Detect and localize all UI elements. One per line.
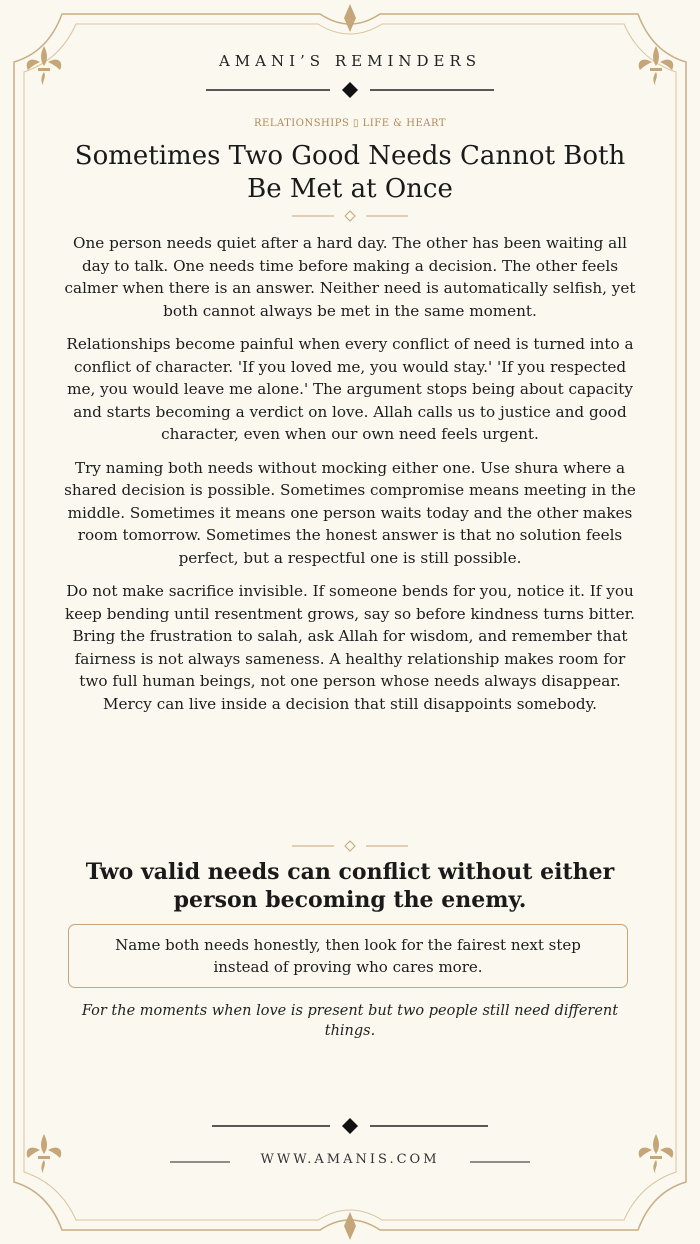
corner-fleur-bottom-left-icon: [27, 1134, 62, 1174]
corner-fleur-top-right-icon: [639, 46, 674, 86]
category-label: RELATIONSHIPS ▯ LIFE & HEART: [253, 118, 447, 129]
paragraph-2: Relationships become painful when every conflict of need is turned into a conflict of character. 'If you loved me, you would stay.' 'If you respected me, you would leave me alone.' The argument stops being about capacity and starts becoming a verdict on love. Allah calls us to justice and good character, even when our own need feels urgent.: [66, 335, 634, 443]
paragraph-4: Do not make sacrifice invisible. If someone bends for you, notice it. If you keep bending until resentment grows, say so before kindness turns bitter. Bring the frustration to salah, ask Allah for wisdom, and remember that fairness is not always sameness. A healthy relationship makes room for two full human beings, not one person whose needs always disappear. Mercy can live inside a decision that still disappoints somebody.: [65, 582, 635, 713]
callout-text: Name both needs honestly, then look for the fairest next step instead of proving who cares more.: [115, 936, 581, 976]
paragraph-1: One person needs quiet after a hard day. The other has been waiting all day to talk. One needs time before making a decision. The other feels calmer when there is an answer. Neither need is automatically selfish, yet both cannot always be met in the same moment.: [64, 234, 636, 320]
article-title: Sometimes Two Good Needs Cannot Both Be Met at Once: [74, 141, 626, 204]
article-body: [64, 232, 636, 726]
website-link[interactable]: WWW.AMANIS.COM: [260, 1152, 440, 1167]
corner-fleur-bottom-right-icon: [639, 1134, 674, 1174]
key-statement: Two valid needs can conflict without either person becoming the enemy.: [85, 859, 615, 913]
card-content: [64, 0, 636, 1244]
paragraph-3: Try naming both needs without mocking either one. Use shura where a shared decision is possible. Sometimes compromise means meeting in the middle. Sometimes it means one person waits today and the other makes room tomorrow. Sometimes the honest answer is that no solution feels perfect, but a respectful one is still possible.: [64, 458, 636, 567]
corner-fleur-top-left-icon: [27, 46, 62, 86]
closing-note: For the moments when love is present but two people still need different things.: [81, 1003, 619, 1039]
callout-box: [68, 924, 628, 988]
brand-name: AMANI’S REMINDERS: [218, 52, 482, 70]
